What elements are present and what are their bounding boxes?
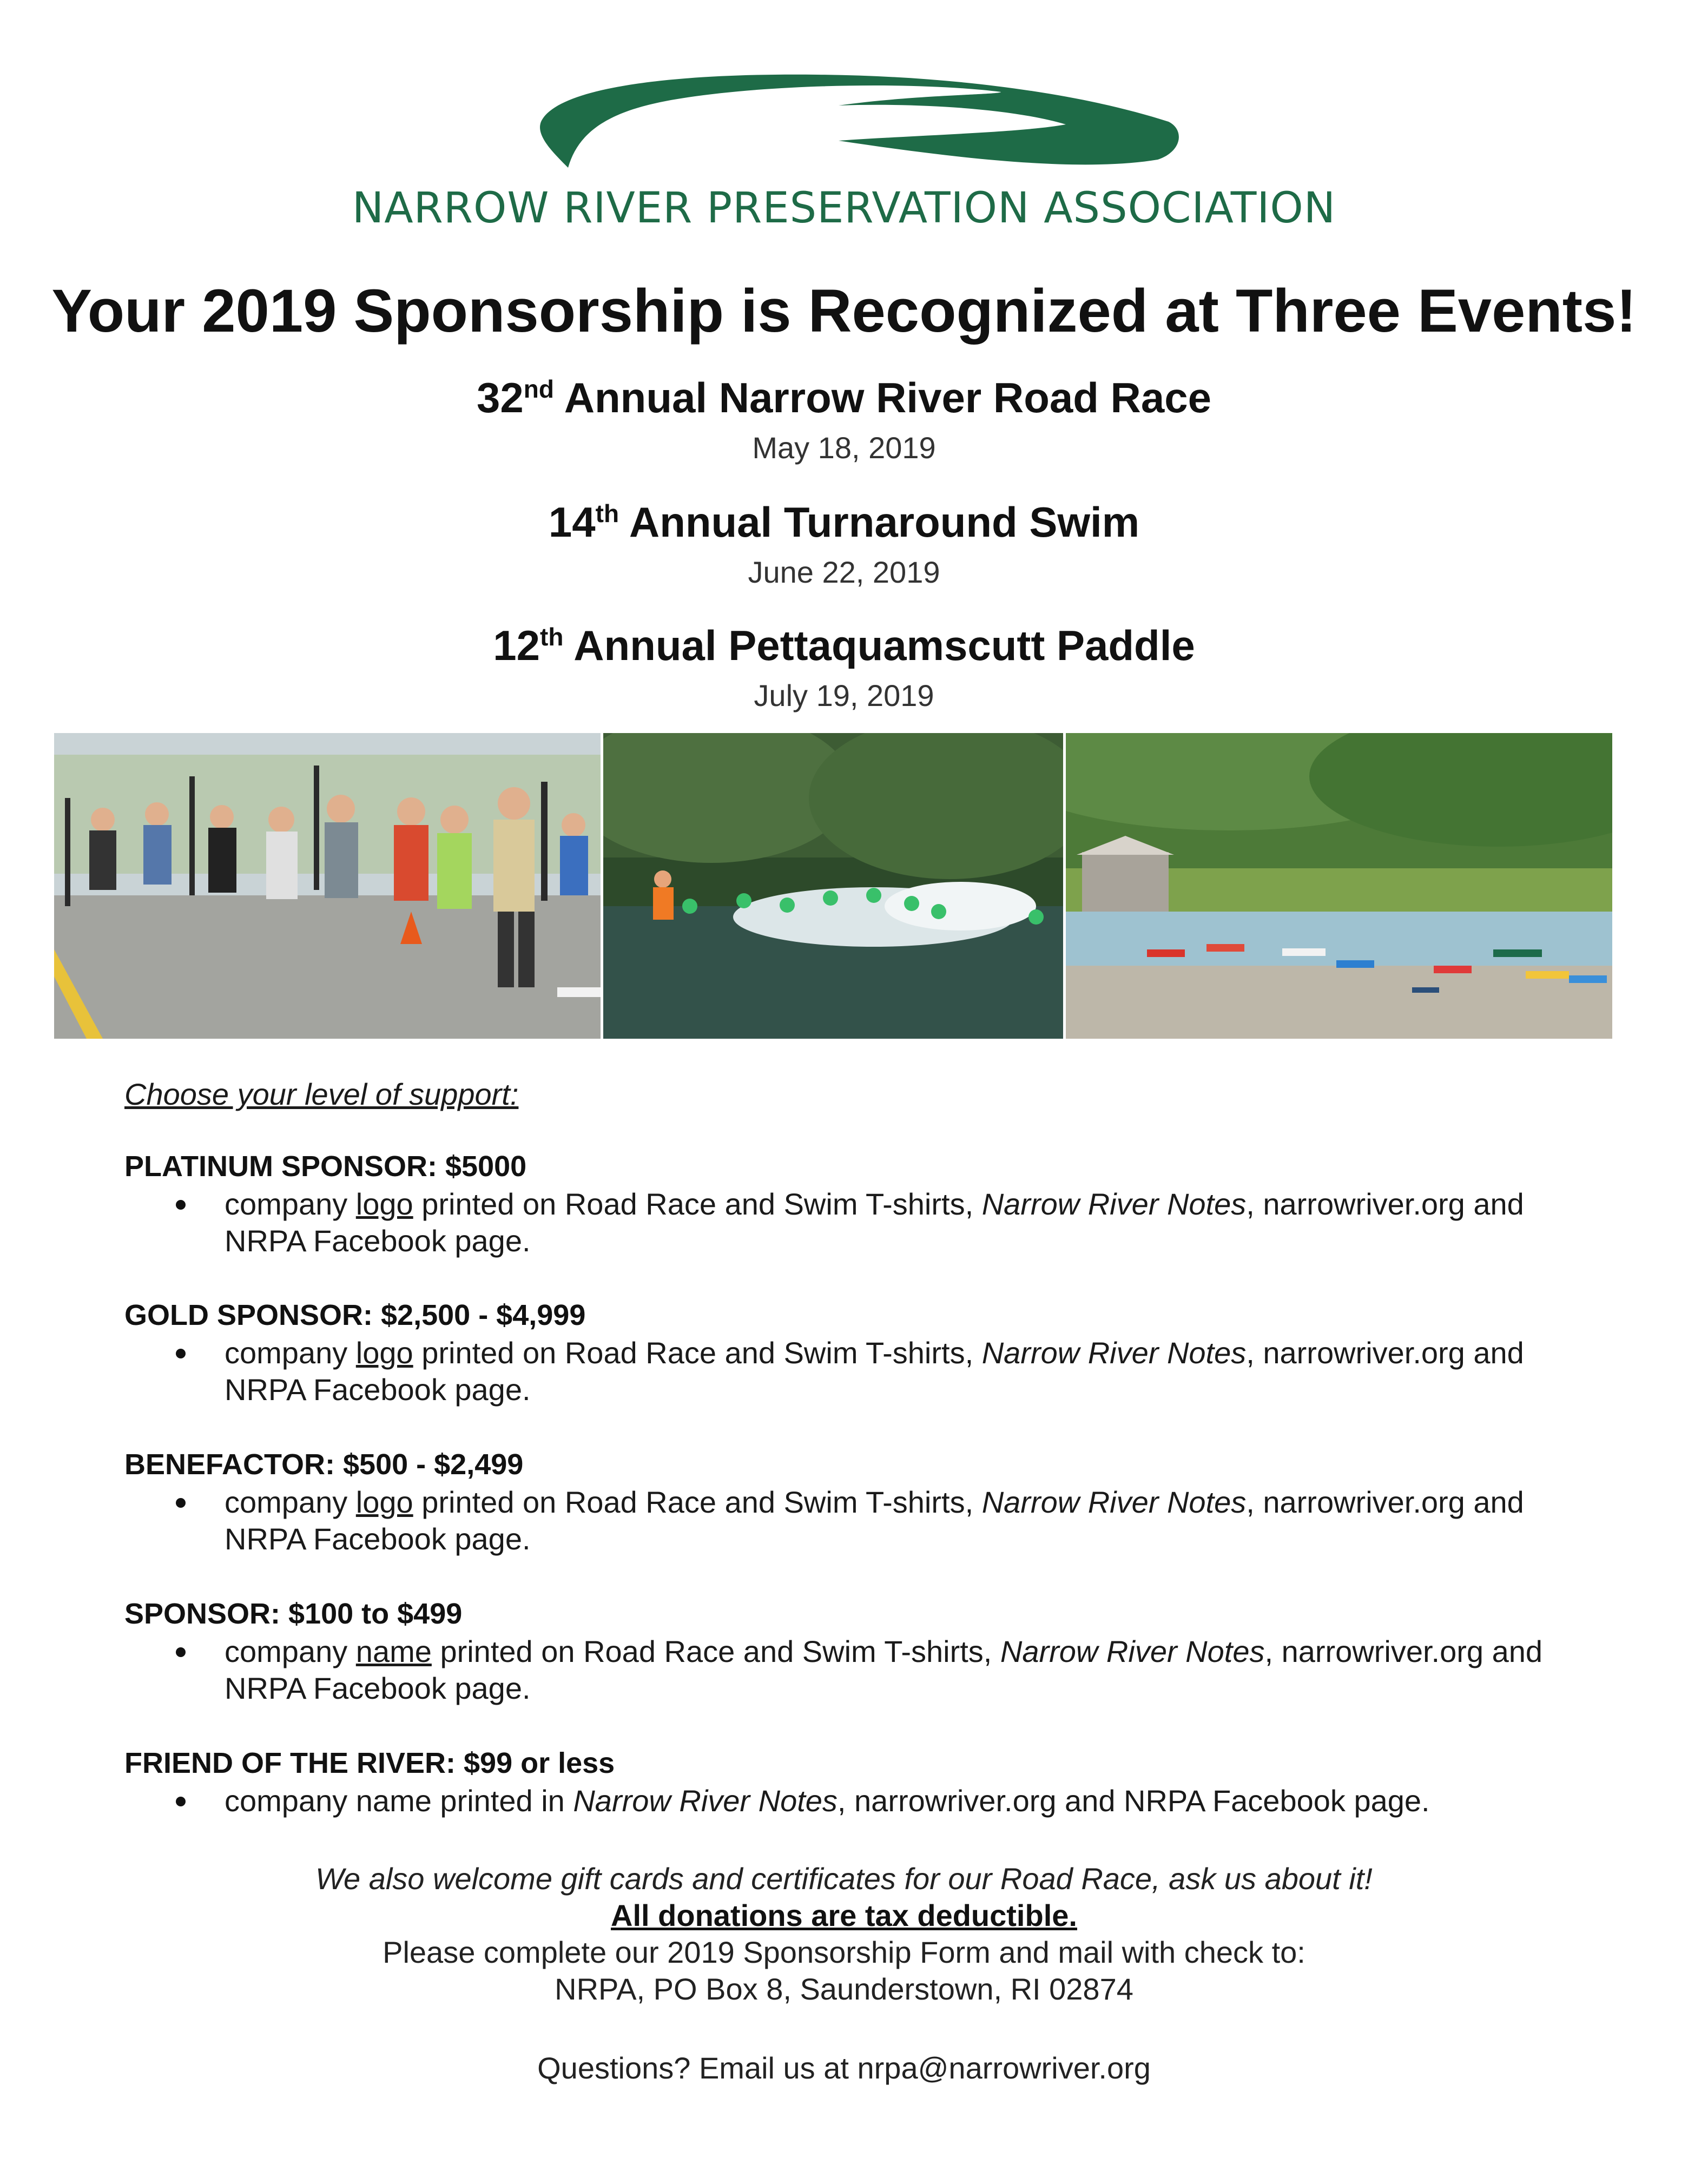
- event-paddle-title: 12th Annual Pettaquamscutt Paddle: [493, 622, 1195, 669]
- event-photo-strip: [54, 733, 1612, 1039]
- road-race-photo: [54, 733, 601, 1039]
- event-road-race-date: May 18, 2019: [752, 431, 936, 465]
- mailing-address: NRPA, PO Box 8, Saunderstown, RI 02874: [555, 1972, 1133, 2006]
- gift-cards-note: We also welcome gift cards and certificates for our Road Race, ask us about it!: [315, 1862, 1373, 1896]
- bullet-icon: [176, 1498, 186, 1508]
- tier-sponsor-heading: SPONSOR: $100 to $499: [124, 1598, 463, 1630]
- tier-friend-heading: FRIEND OF THE RIVER: $99 or less: [124, 1747, 615, 1779]
- contact-email-line: Questions? Email us at nrpa@narrowriver.org: [537, 2051, 1151, 2085]
- nrpa-river-logo: [536, 70, 1196, 173]
- choose-support-label: Choose your level of support:: [124, 1077, 519, 1111]
- page-headline: Your 2019 Sponsorship is Recognized at Three Events!: [51, 277, 1637, 345]
- organization-name: NARROW RIVER PRESERVATION ASSOCIATION: [352, 184, 1336, 233]
- event-paddle-date: July 19, 2019: [754, 678, 934, 712]
- event-road-race-title: 32nd Annual Narrow River Road Race: [476, 374, 1212, 421]
- event-swim-title: 14th Annual Turnaround Swim: [548, 498, 1140, 546]
- tax-deductible-note: All donations are tax deductible.: [611, 1898, 1077, 1932]
- swim-photo: [603, 733, 1063, 1039]
- paddle-photo: [1066, 733, 1612, 1039]
- bullet-icon: [176, 1200, 186, 1210]
- bullet-icon: [176, 1647, 186, 1657]
- event-swim-date: June 22, 2019: [748, 555, 940, 589]
- tier-platinum-heading: PLATINUM SPONSOR: $5000: [124, 1150, 527, 1183]
- bullet-icon: [176, 1349, 186, 1358]
- tier-gold-heading: GOLD SPONSOR: $2,500 - $4,999: [124, 1299, 586, 1331]
- mail-instructions: Please complete our 2019 Sponsorship Form and mail with check to:: [383, 1935, 1305, 1969]
- bullet-icon: [176, 1797, 186, 1806]
- tier-benefactor-heading: BENEFACTOR: $500 - $2,499: [124, 1448, 524, 1481]
